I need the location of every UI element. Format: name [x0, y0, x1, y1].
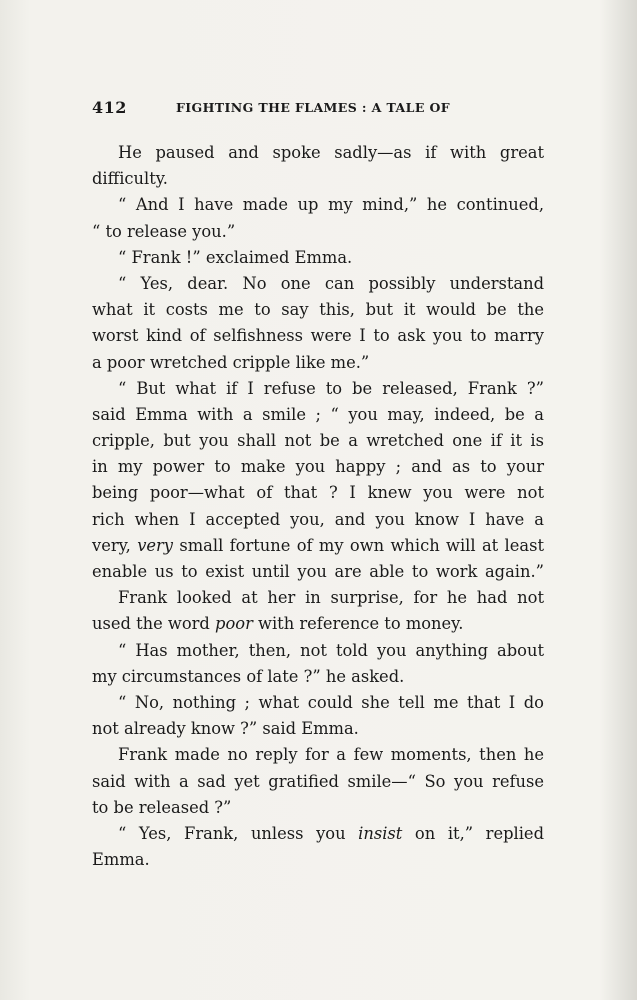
text-line: “ Yes, dear. No one can possibly understand: [118, 273, 544, 293]
text-line: a poor wretched cripple like me.”: [92, 352, 370, 372]
text-line: cripple, but you shall not be a wretched one if it is: [92, 431, 544, 451]
text-line: said with a sad yet gratified smile—“ So you refuse: [92, 771, 544, 791]
text-segment: “ Yes, Frank, unless you: [118, 823, 359, 843]
text-line: He paused and spoke sadly—as if with great: [118, 143, 544, 162]
text-line: Emma.: [92, 850, 150, 870]
page-number: 412: [92, 98, 127, 117]
text-line: “ Has mother, then, not told you anything about: [118, 640, 544, 660]
italic-word: insist: [358, 823, 403, 843]
text-line: to be released ?”: [92, 797, 232, 817]
text-line: being poor—what of that ? I knew you were not: [92, 483, 544, 503]
text-segment: with reference to money.: [252, 614, 464, 634]
text-line: “ No, nothing ; what could she tell me that I do: [118, 692, 544, 712]
text-line: what it costs me to say this, but it would be the: [92, 300, 544, 320]
text-line: “ Frank !” exclaimed Emma.: [118, 247, 353, 267]
text-line: [92, 533, 544, 559]
text-line: enable us to exist until you are able to work again.”: [92, 562, 544, 581]
text-line: worst kind of selfishness were I to ask you to marry: [92, 326, 544, 346]
text-line: “ But what if I refuse to be released, Frank ?”: [118, 378, 544, 398]
italic-word: very: [137, 535, 174, 555]
text-segment: very,: [92, 535, 138, 555]
italic-word: poor: [215, 614, 253, 634]
text-line: in my power to make you happy ; and as to your: [92, 457, 544, 477]
text-segment: small fortune of my own which will at least: [173, 535, 544, 555]
body-text: [92, 140, 544, 873]
text-line: [92, 611, 544, 637]
text-line: Frank made no reply for a few moments, then he: [118, 745, 544, 765]
text-segment: used the word: [92, 614, 216, 634]
text-segment: on it,” replied: [402, 823, 544, 843]
text-line: difficulty.: [92, 169, 168, 189]
text-line: rich when I accepted you, and you know I have a: [92, 509, 544, 529]
text-line: “ to release you.”: [92, 221, 236, 241]
text-line: “ And I have made up my mind,” he continued,: [118, 195, 544, 215]
text-line: Frank looked at her in surprise, for he had not: [118, 588, 544, 608]
text-line: [92, 821, 544, 847]
text-line: not already know ?” said Emma.: [92, 719, 359, 739]
page-header: [92, 96, 552, 118]
text-line: my circumstances of late ?” he asked.: [92, 666, 405, 686]
running-head: FIGHTING THE FLAMES : A TALE OF: [176, 100, 451, 115]
text-line: said Emma with a smile ; “ you may, indeed, be a: [92, 404, 544, 424]
